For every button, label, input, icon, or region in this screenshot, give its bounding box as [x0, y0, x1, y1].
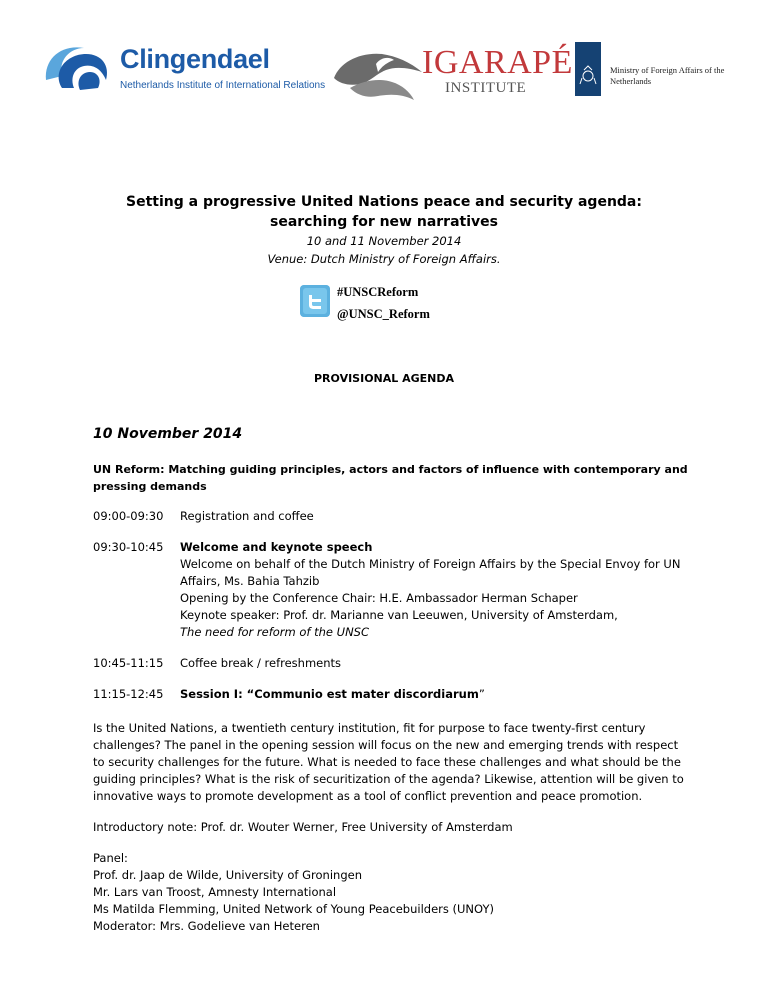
coat-of-arms-icon [575, 42, 601, 96]
event-venue: Venue: Dutch Ministry of Foreign Affairs. [267, 252, 501, 266]
event-header [0, 192, 768, 268]
agenda-item-line: Opening by the Conference Chair: H.E. Ambassador Herman Schaper [180, 591, 578, 605]
agenda-content [93, 426, 693, 935]
panel-member: Mr. Lars van Troost, Amnesty International [93, 885, 337, 899]
event-title-line-1: Setting a progressive United Nations peace and security agenda: [126, 194, 642, 210]
clingendael-emblem-icon [40, 40, 112, 92]
event-dates: 10 and 11 November 2014 [306, 234, 462, 248]
igarape-hands-icon [330, 44, 430, 104]
panel-member: Ms Matilda Flemming, United Network of Young Peacebuilders (UNOY) [93, 902, 494, 916]
agenda-time: 11:15-12:45 [93, 687, 164, 701]
ministry-logo [575, 42, 735, 97]
clingendael-subtitle: Netherlands Institute of International Relations [120, 80, 326, 91]
agenda-item-body [180, 539, 693, 641]
agenda-time: 09:00-09:30 [93, 509, 164, 523]
event-title-line-2: searching for new narratives [270, 214, 498, 230]
igarape-logo [330, 44, 573, 104]
igarape-name: IGARAPÉ [422, 44, 573, 81]
panel-member: Prof. dr. Jaap de Wilde, University of Groningen [93, 868, 362, 882]
ministry-crest-bar [575, 42, 601, 96]
twitter-hashtag[interactable]: #UNSCReform [337, 285, 419, 299]
agenda-heading: PROVISIONAL AGENDA [313, 372, 455, 385]
agenda-row [93, 508, 693, 525]
agenda-row [93, 539, 693, 641]
intro-note: Introductory note: Prof. dr. Wouter Werner, Free University of Amsterdam [93, 820, 513, 834]
agenda-row [93, 655, 693, 672]
panel-moderator: Moderator: Mrs. Godelieve van Heteren [93, 919, 320, 933]
twitter-block [300, 285, 460, 325]
igarape-subtitle: INSTITUTE [445, 80, 527, 96]
session-description: Is the United Nations, a twentieth century institution, fit for purpose to face twenty-first century challenges? The panel in the opening session will focus on the new and emerging trends with respect to security challenges for the future. What is needed to face these challenges and what should be the guiding principles? What is the risk of securitization of the agenda? Likewise, attention will be given to innovative ways to promote development as a tool of conflict prevention and peace promotion. [93, 721, 684, 803]
agenda-item-line: The need for reform of the UNSC [180, 625, 369, 639]
agenda-item-title: Registration and coffee [180, 509, 314, 523]
agenda-time: 10:45-11:15 [93, 656, 164, 670]
agenda-item-title: Welcome and keynote speech [180, 540, 373, 554]
session-title: Session I: “Communio est mater discordiarum [180, 687, 479, 701]
agenda-item-line: Welcome on behalf of the Dutch Ministry of Foreign Affairs by the Special Envoy for UN Affairs, Ms. Bahia Tahzib [180, 557, 681, 588]
session-title-quote: ” [478, 687, 485, 701]
clingendael-logo [40, 40, 326, 95]
ministry-name: Ministry of Foreign Affairs of the Netherlands [610, 65, 725, 86]
agenda-item-title [180, 686, 693, 703]
clingendael-name: Clingendael [120, 44, 270, 74]
agenda-row [93, 686, 693, 703]
agenda-item-line: Keynote speaker: Prof. dr. Marianne van Leeuwen, University of Amsterdam, [180, 608, 618, 622]
agenda-time: 09:30-10:45 [93, 540, 164, 554]
twitter-bird-icon [300, 285, 330, 317]
section-title: UN Reform: Matching guiding principles, actors and factors of influence with contemporary and pressing demands [93, 463, 688, 493]
day-heading: 10 November 2014 [93, 426, 243, 442]
agenda-item-title: Coffee break / refreshments [180, 656, 342, 670]
panel-label: Panel: [93, 851, 128, 865]
twitter-handle[interactable]: @UNSC_Reform [337, 307, 430, 321]
panel-list [93, 850, 693, 935]
